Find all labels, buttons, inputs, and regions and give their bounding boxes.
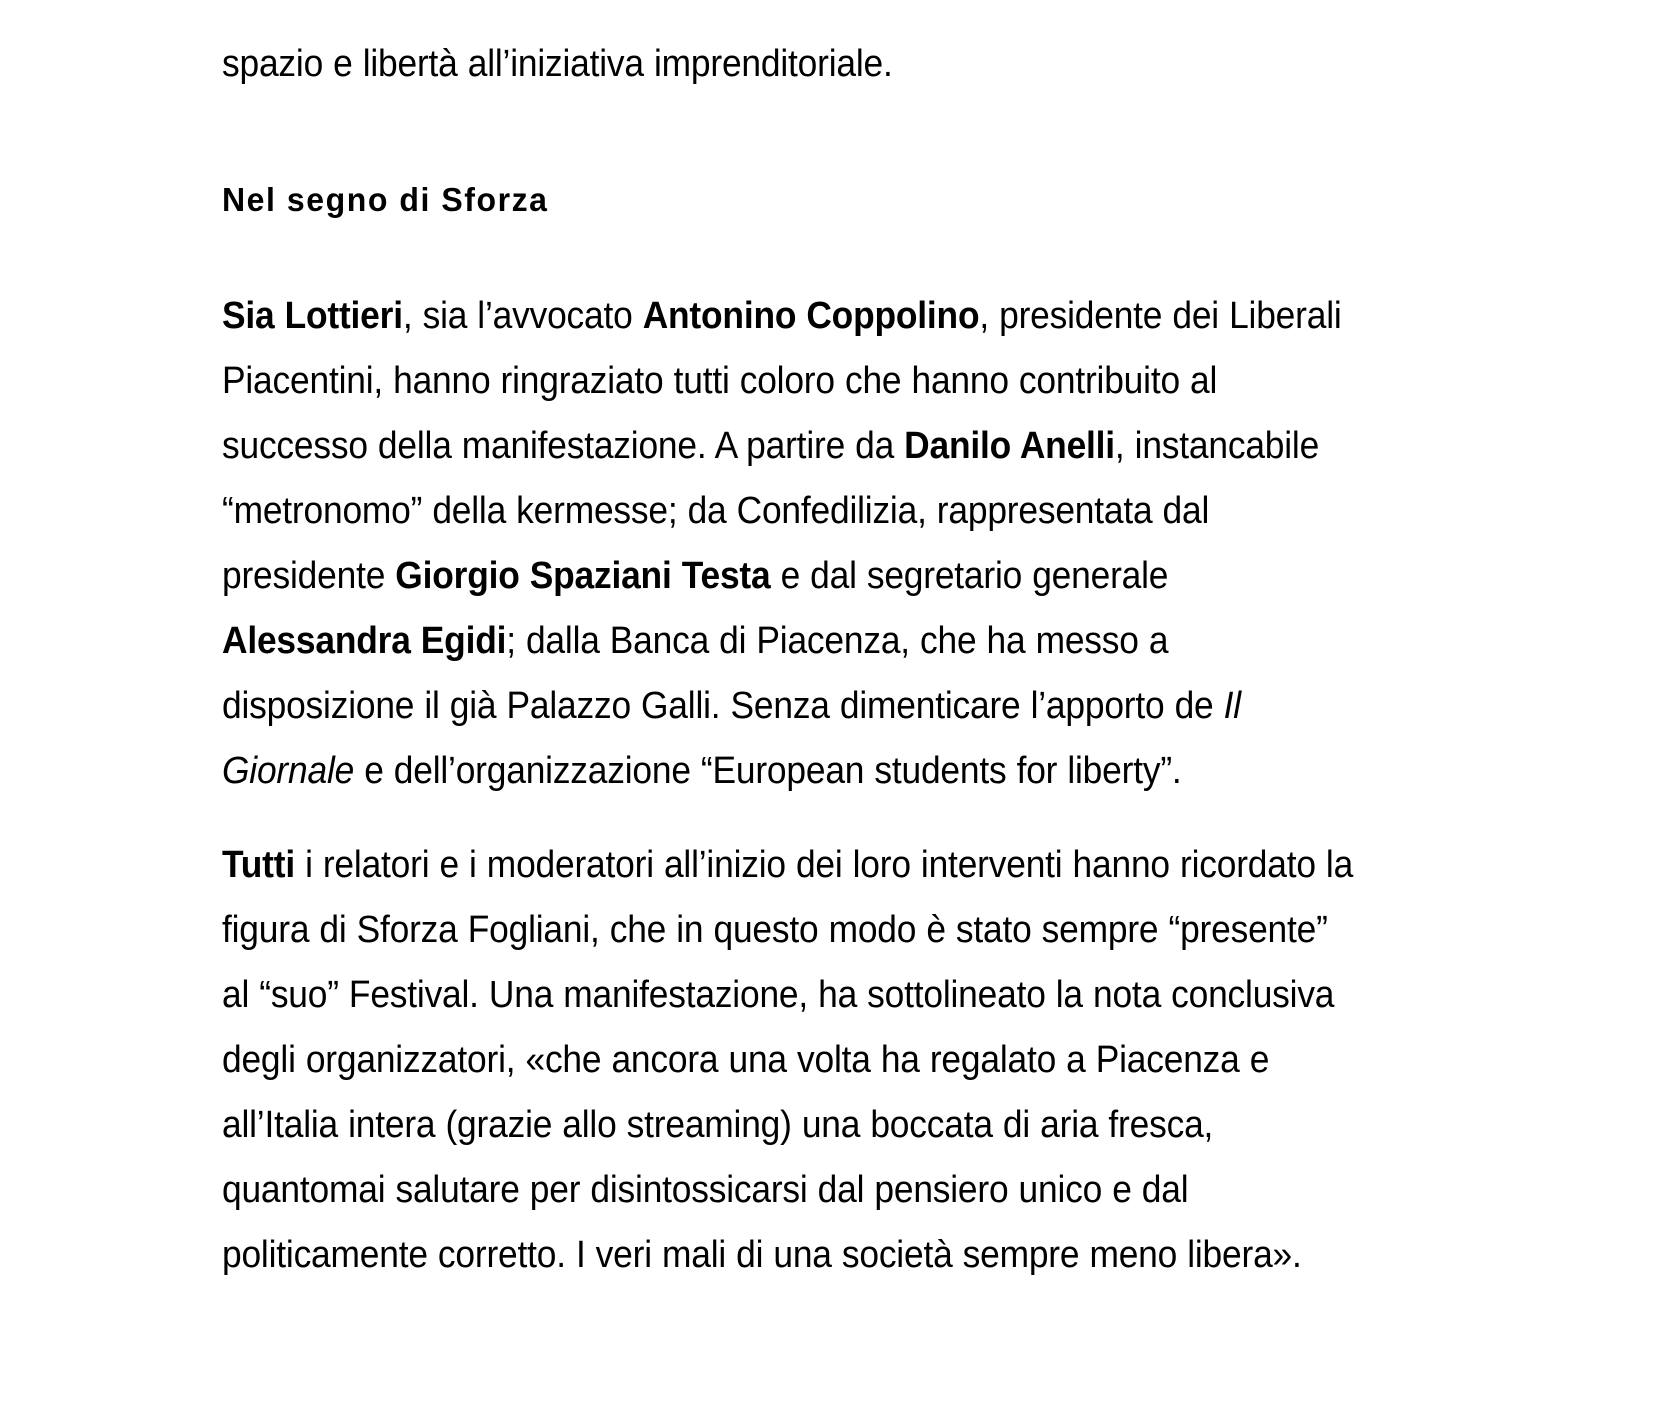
text-run: , sia l’avvocato: [402, 295, 643, 337]
text-run: e dell’organizzazione “European students for liberty”.: [354, 750, 1182, 792]
emphasis-bold: Tutti: [222, 844, 295, 886]
emphasis-bold: Danilo Anelli: [904, 425, 1115, 467]
text-run: ; dalla Banca di Piacenza, che ha messo a disposizione il già Palazzo Galli. Senza dimenticare l’apporto de: [222, 620, 1224, 727]
text-run: i relatori e i moderatori all’inizio dei loro interventi hanno ricordato la figura di Sforza Fogliani, che in questo modo è stato sempre “presente” al “suo” Festival. Una manifestazione, ha sottolineato la nota conclusiva degli organizzatori, «che ancora una volta ha regalato a Piacenza e all’Italia intera (grazie allo streaming) una boccata di aria fresca, quantomai salutare per disintossicarsi dal pensiero unico e dal politicamente corretto. I veri mali di una società sempre meno libera».: [222, 844, 1354, 1276]
body-paragraph-1: [222, 284, 1357, 804]
section-subheading: Nel segno di Sforza: [222, 181, 549, 218]
article-content: [222, 0, 1357, 1288]
spacer-between-paragraphs: [222, 804, 1357, 833]
emphasis-bold: Antonino Coppolino: [642, 295, 980, 337]
emphasis-bold: Giorgio Spaziani Testa: [395, 555, 771, 597]
emphasis-bold: Alessandra Egidi: [222, 620, 507, 662]
lead-continuation-line: spazio e libertà all’iniziativa imprenditoriale.: [222, 43, 893, 85]
text-run: , presidente dei Liberali Piacentini, hanno ringraziato tutti coloro che hanno contribuito al successo della manifestazione. A partire da: [222, 295, 1342, 467]
text-run: e dal segretario generale: [770, 555, 1169, 597]
emphasis-italic: Il Giornale: [222, 685, 1241, 792]
text-run: , instancabile “metronomo” della kermesse; da Confedilizia, rappresentata dal presidente: [222, 425, 1320, 597]
spacer-before-subheading: [222, 97, 1357, 178]
emphasis-bold: Sia Lottieri: [222, 295, 403, 337]
body-paragraph-2: [222, 833, 1357, 1288]
spacer-after-subheading: [222, 222, 1357, 284]
